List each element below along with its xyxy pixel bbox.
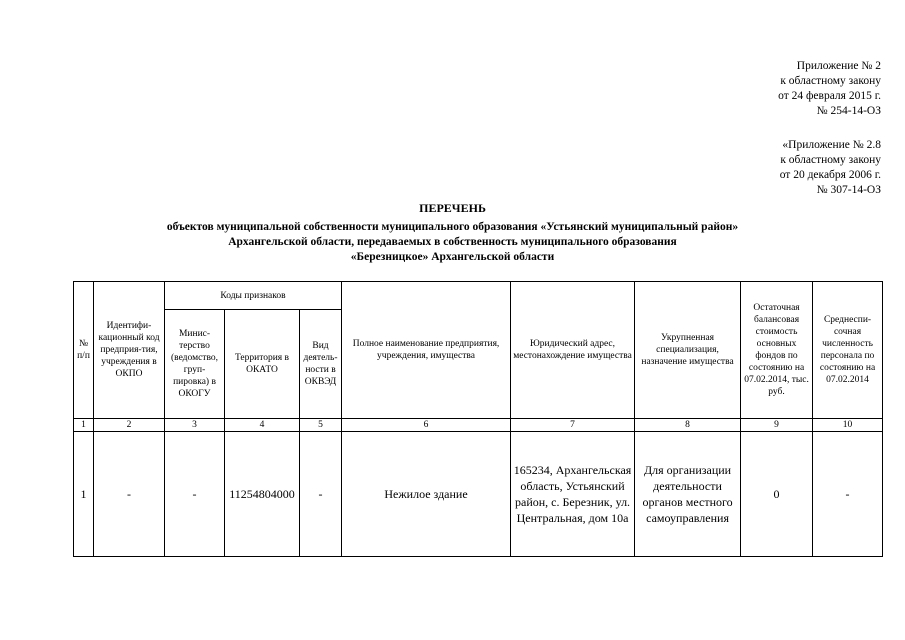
column-number: 5 xyxy=(300,419,342,432)
cell-okogu: - xyxy=(165,432,225,557)
cell-okpo: - xyxy=(94,432,165,557)
annex-line: к областному закону xyxy=(780,75,881,87)
cell-staff: - xyxy=(813,432,883,557)
property-table xyxy=(73,281,883,557)
annex-note-current xyxy=(778,59,881,119)
cell-okato: 11254804000 xyxy=(225,432,300,557)
header-okogu: Минис-терство (ведомство, груп-пировка) в ОКОГУ xyxy=(165,310,225,419)
annex-line: от 20 декабря 2006 г. xyxy=(779,169,881,181)
column-number: 6 xyxy=(342,419,511,432)
header-okved: Вид деятель-ности в ОКВЭД xyxy=(300,310,342,419)
subtitle-line: объектов муниципальной собственности муниципального образования «Устьянский муниципальный район» xyxy=(166,221,739,233)
column-number: 9 xyxy=(741,419,813,432)
header-codes-group: Коды признаков xyxy=(165,282,342,310)
column-number: 2 xyxy=(94,419,165,432)
header-okato: Территория в ОКАТО xyxy=(225,310,300,419)
document-subtitle xyxy=(0,220,905,265)
annex-note-original xyxy=(780,138,881,198)
column-number: 7 xyxy=(511,419,635,432)
header-purpose: Укрупненная специализация, назначение имущества xyxy=(635,282,741,419)
header-name: Полное наименование предприятия, учреждения, имущества xyxy=(342,282,511,419)
header-staff: Среднеспи-сочная численность персонала по состоянию на 07.02.2014 xyxy=(813,282,883,419)
header-okpo: Идентифи-кационный код предприя-тия, учреждения в ОКПО xyxy=(94,282,165,419)
annex-line: «Приложение № 2.8 xyxy=(782,139,881,151)
document-title: ПЕРЕЧЕНЬ xyxy=(419,201,486,215)
column-number: 1 xyxy=(74,419,94,432)
annex-line: № 254-14-ОЗ xyxy=(816,105,881,117)
column-number: 4 xyxy=(225,419,300,432)
cell-purpose: Для организации деятельности органов местного самоуправления xyxy=(635,432,741,557)
annex-line: Приложение № 2 xyxy=(796,60,881,72)
cell-residual-value: 0 xyxy=(741,432,813,557)
column-number: 3 xyxy=(165,419,225,432)
header-residual-value: Остаточная балансовая стоимость основных фондов по состоянию на 07.02.2014, тыс. руб. xyxy=(741,282,813,419)
annex-line: № 307-14-ОЗ xyxy=(816,184,881,196)
annex-line: к областному закону xyxy=(780,154,881,166)
cell-name: Нежилое здание xyxy=(342,432,511,557)
cell-okved: - xyxy=(300,432,342,557)
subtitle-line: «Березницкое» Архангельской области xyxy=(350,251,555,263)
cell-number: 1 xyxy=(74,432,94,557)
column-number: 10 xyxy=(813,419,883,432)
annex-line: от 24 февраля 2015 г. xyxy=(778,90,881,102)
header-number: № п/п xyxy=(74,282,94,419)
column-number: 8 xyxy=(635,419,741,432)
table-row xyxy=(74,432,883,557)
header-address: Юридический адрес, местонахождение имущества xyxy=(511,282,635,419)
cell-address: 165234, Архангельская область, Устьянский район, с. Березник, ул. Центральная, дом 10а xyxy=(511,432,635,557)
subtitle-line: Архангельской области, передаваемых в собственность муниципального образования xyxy=(228,236,677,248)
